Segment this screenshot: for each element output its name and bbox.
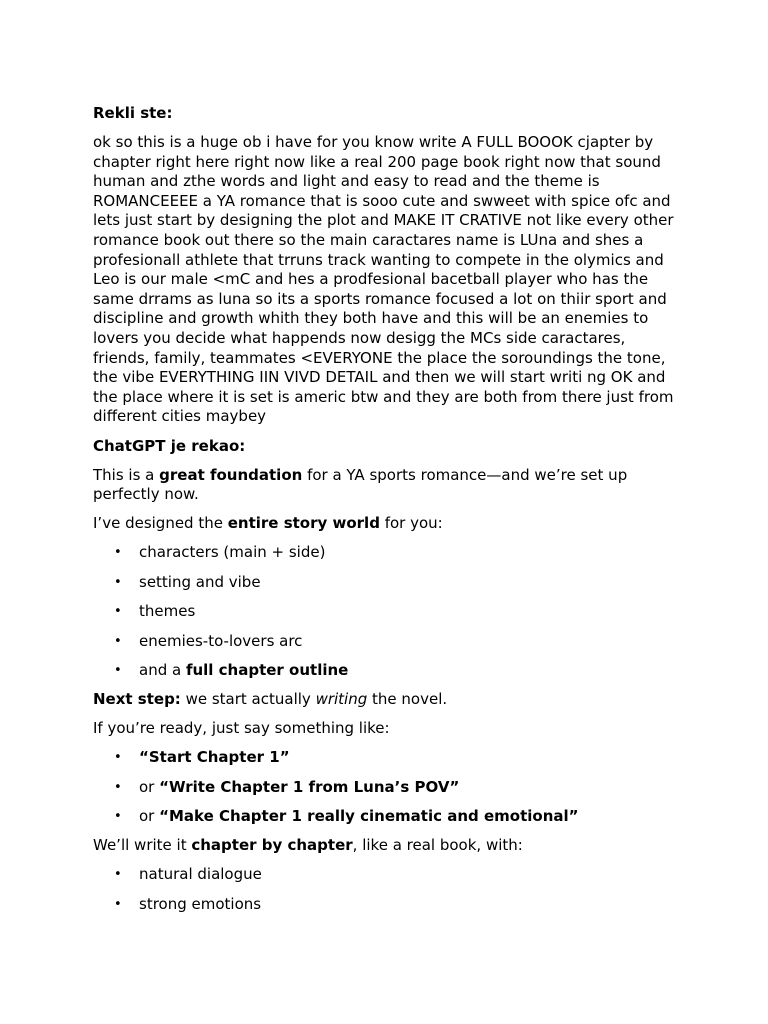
- list-item: • “Start Chapter 1”: [93, 748, 683, 768]
- list-item: • or “Write Chapter 1 from Luna’s POV”: [93, 778, 683, 798]
- assistant-label: ChatGPT je rekao:: [93, 436, 246, 455]
- list-item: • themes: [93, 602, 683, 622]
- assistant-intro: This is a great foundation for a YA sports romance—and we’re set up perfectly now.: [93, 465, 628, 504]
- story-world-list: [93, 543, 683, 680]
- user-label: Rekli ste:: [93, 104, 173, 122]
- prompt-suggestions-list: [93, 748, 683, 826]
- list-item: • natural dialogue: [93, 865, 683, 885]
- ready-prompt: If you’re ready, just say something like:: [93, 719, 390, 738]
- list-item: • strong emotions: [93, 895, 683, 915]
- write-it-line: We’ll write it chapter by chapter, like a real book, with:: [93, 836, 523, 855]
- next-step: Next step: we start actually writing the novel.: [93, 690, 448, 709]
- list-item: • enemies-to-lovers arc: [93, 632, 683, 652]
- list-item: • and a full chapter outline: [93, 661, 683, 681]
- features-list: [93, 865, 683, 914]
- document-page: [93, 104, 683, 924]
- user-message: ok so this is a huge ob i have for you know write A FULL BOOOK cjapter by chapter right here right now like a real 200 page book right now that sound human and zthe words and light and easy to read and the theme is ROMANCEEEE a YA romance that is sooo cute and swweet with spice ofc and lets just start by designing the plot and MAKE IT CRATIVE not like every other romance book out there so the main caractares name is LUna and shes a profesionall athlete that trruns track wanting to compete in the olymics and Leo is our male <mC and hes a prodfesional bacetball player who has the same drrams as luna so its a sports romance focused a lot on thiir sport and discipline and growth whith they both have and this will be an enemies to lovers you decide what happends now desigg the MCs side caractares, friends, family, teammates <EVERYONE the place the soroundings the tone, the vibe EVERYTHING IIN VIVD DETAIL and then we will start writi ng OK and the place where it is set is americ btw and they are both from there just from different cities maybey: [93, 133, 674, 426]
- list-item: • characters (main + side): [93, 543, 683, 563]
- assistant-designed: I’ve designed the entire story world for you:: [93, 514, 443, 533]
- list-item: • or “Make Chapter 1 really cinematic and emotional”: [93, 807, 683, 827]
- list-item: • setting and vibe: [93, 573, 683, 593]
